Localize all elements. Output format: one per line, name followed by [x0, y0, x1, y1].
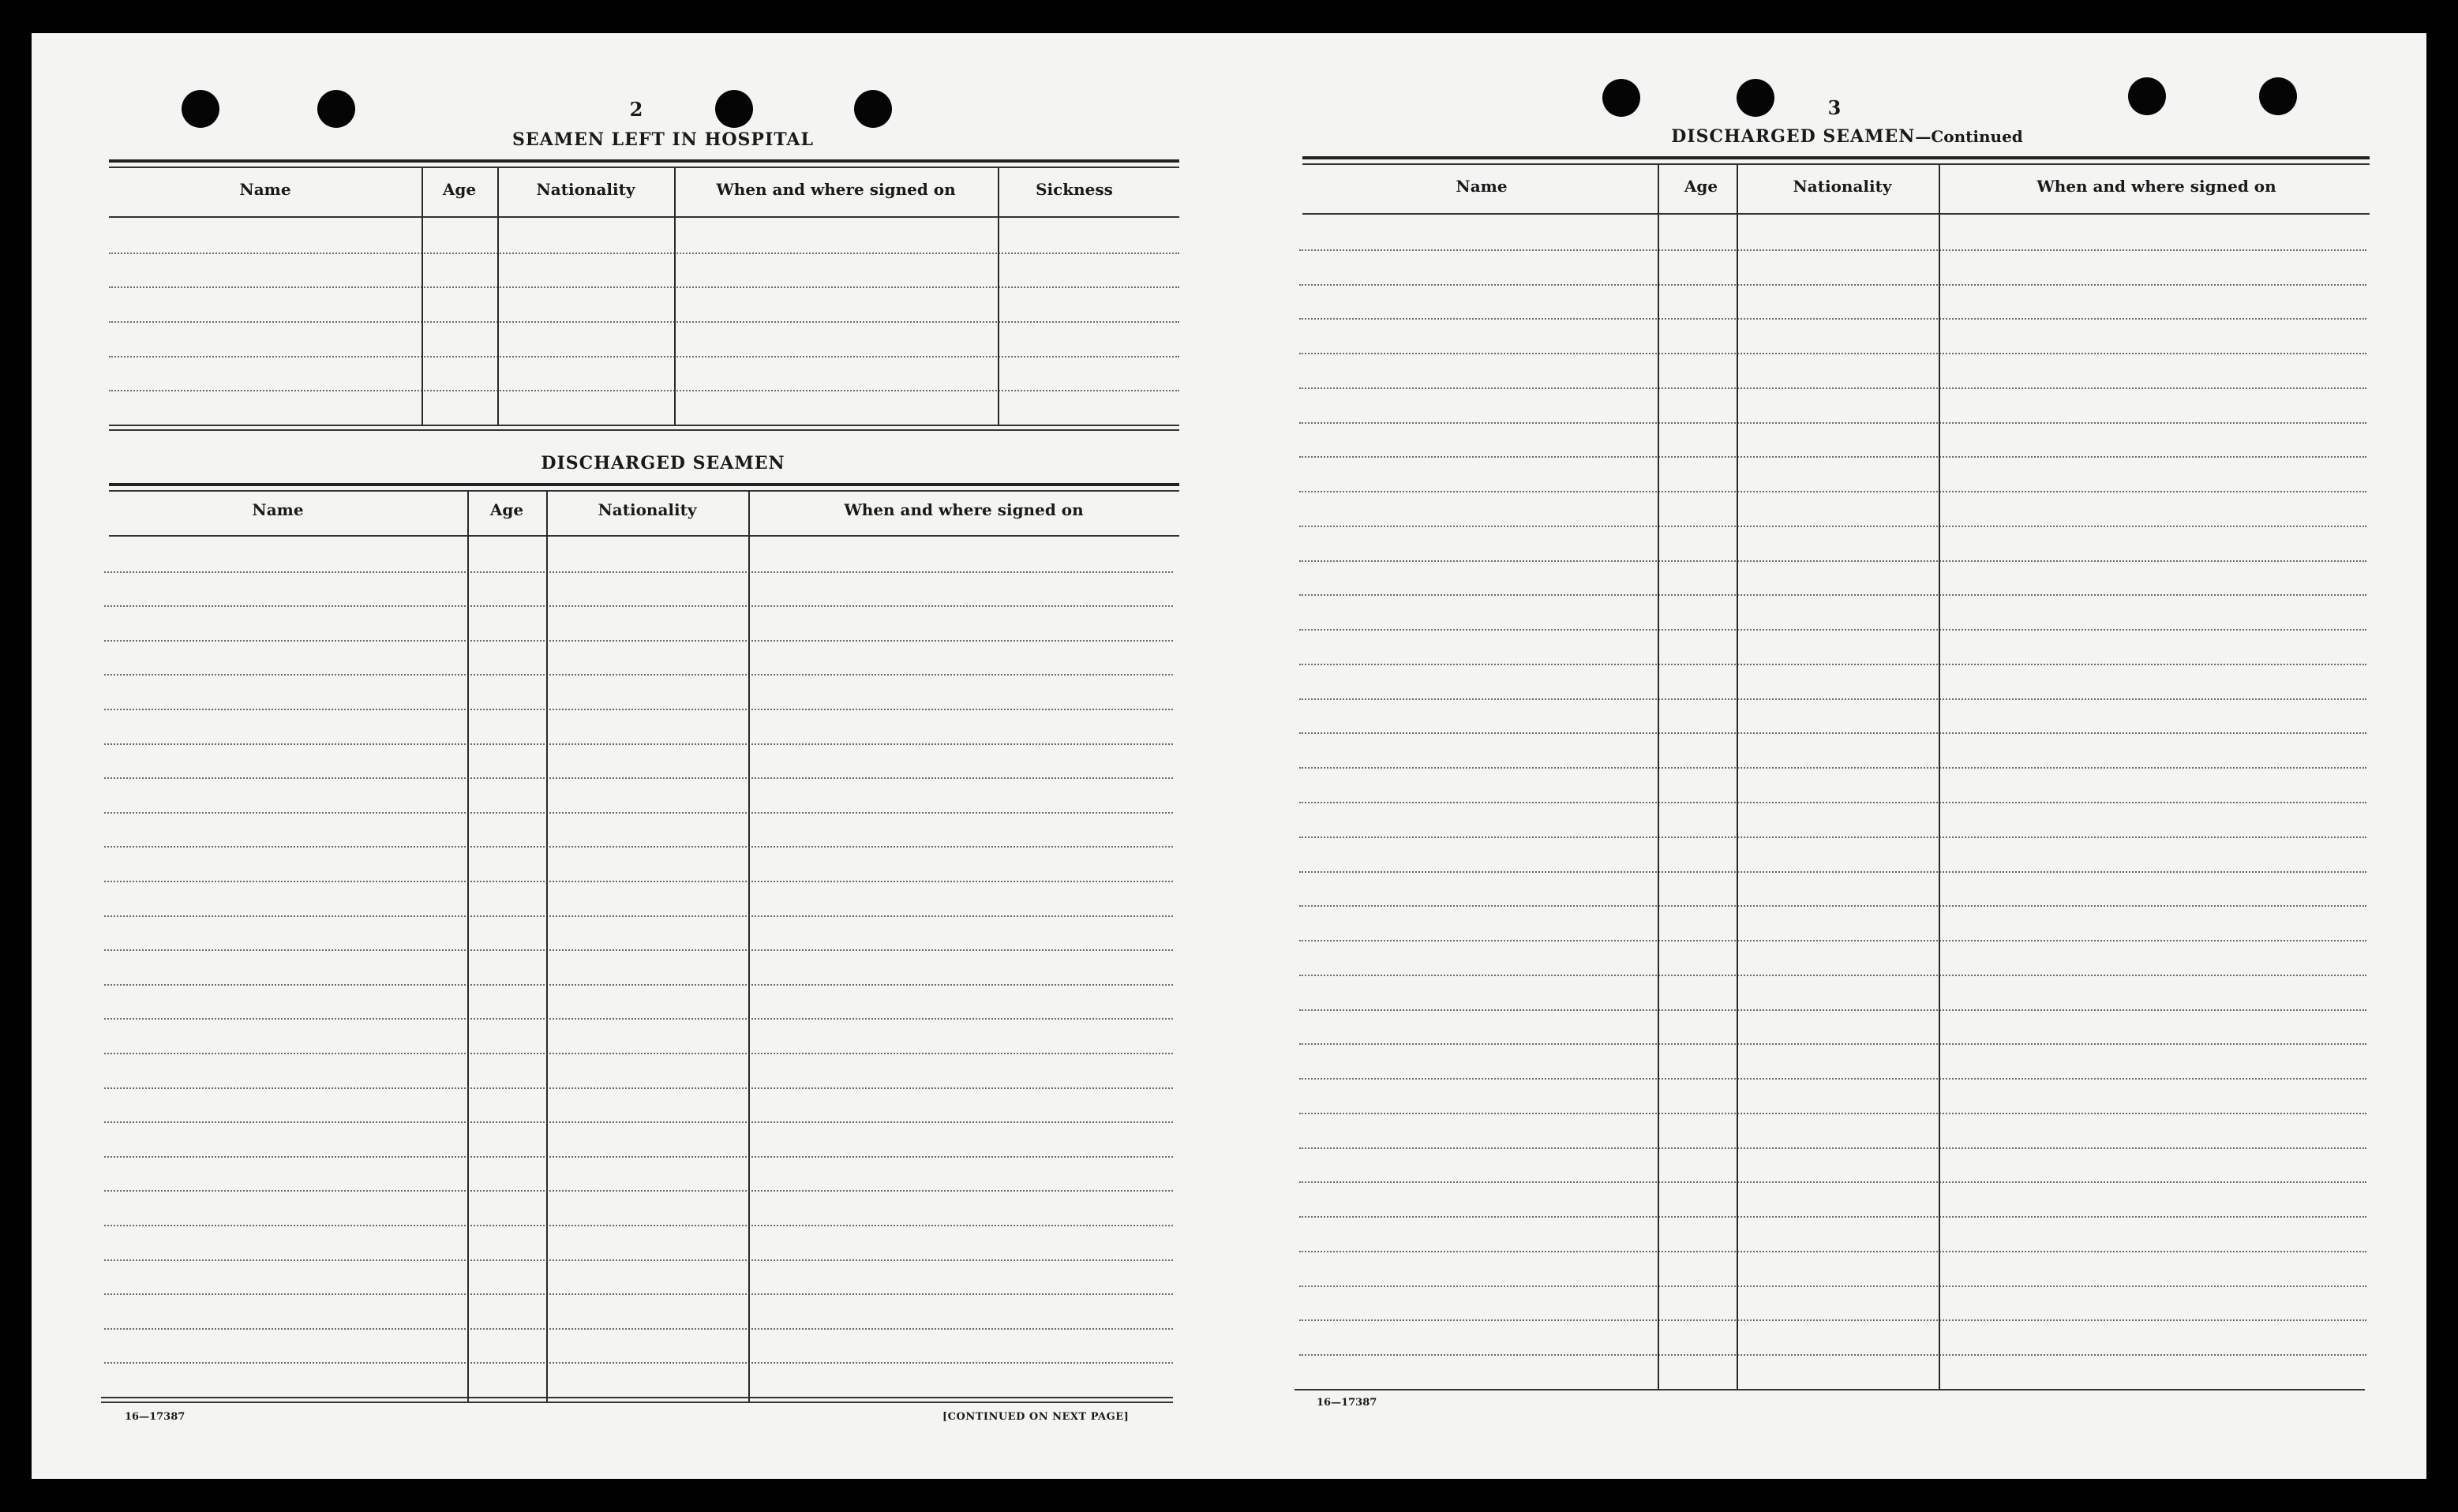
blank-row-line [104, 605, 1173, 607]
blank-row-line [104, 640, 1173, 642]
page-number-right: 3 [1827, 96, 1842, 119]
col-header-nationality: Nationality [1793, 177, 1892, 196]
blank-row-line [104, 1156, 1173, 1158]
blank-row-line [104, 949, 1173, 951]
blank-row-line [1299, 905, 2366, 907]
col-header-signed-on: When and where signed on [844, 500, 1084, 519]
blank-row-line [104, 1293, 1173, 1295]
continued-note: [CONTINUED ON NEXT PAGE] [942, 1411, 1130, 1423]
scanned-sheet [32, 33, 2426, 1479]
blank-row-line [1299, 353, 2366, 354]
col-header-age: Age [442, 180, 477, 199]
col-header-age: Age [489, 500, 524, 519]
blank-row-line [104, 1225, 1173, 1226]
blank-row-line [104, 709, 1173, 710]
blank-row-line [1299, 249, 2366, 251]
blank-row-line [1299, 1078, 2366, 1080]
blank-row-line [104, 777, 1173, 779]
blank-row-line [104, 1328, 1173, 1330]
page-number-left: 2 [629, 98, 643, 121]
blank-row-line [1299, 1251, 2366, 1252]
blank-row-line [104, 674, 1173, 676]
form-code-left: 16—17387 [125, 1411, 185, 1423]
blank-row-line [1299, 1319, 2366, 1321]
form-code-right: 16—17387 [1317, 1397, 1377, 1409]
blank-row-line [1299, 560, 2366, 562]
col-header-name: Name [252, 500, 304, 519]
blank-row-line [1299, 456, 2366, 458]
title-main: DISCHARGED SEAMEN [1671, 126, 1916, 147]
blank-row-line [1299, 732, 2366, 734]
blank-row-line [104, 743, 1173, 745]
blank-row-line [1299, 940, 2366, 941]
blank-row-line [1299, 836, 2366, 838]
blank-row-line [1299, 1009, 2366, 1011]
blank-row-line [109, 321, 1179, 323]
blank-row-line [1299, 975, 2366, 976]
blank-row-line [1299, 1147, 2366, 1149]
blank-row-line [1299, 284, 2366, 286]
blank-row-line [1299, 1354, 2366, 1356]
punch-hole [2128, 77, 2166, 115]
blank-row-line [104, 915, 1173, 917]
punch-hole [715, 90, 753, 128]
blank-row-line [1299, 1286, 2366, 1287]
col-header-nationality: Nationality [536, 180, 635, 199]
discharged-table-top-rule [109, 483, 1179, 486]
blank-row-line [1299, 871, 2366, 873]
col-header-signed-on: When and where signed on [2036, 177, 2276, 196]
punch-hole [182, 90, 219, 128]
punch-hole [2259, 77, 2297, 115]
col-header-sickness: Sickness [1036, 180, 1113, 199]
blank-row-line [104, 846, 1173, 848]
blank-row-line [104, 984, 1173, 986]
blank-row-line [1299, 1043, 2366, 1045]
blank-row-line [109, 356, 1179, 357]
col-header-age: Age [1684, 177, 1718, 196]
punch-hole [317, 90, 355, 128]
col-header-name: Name [1456, 177, 1508, 196]
blank-row-line [109, 253, 1179, 254]
blank-row-line [104, 1362, 1173, 1364]
blank-row-line [104, 1259, 1173, 1261]
blank-row-line [1299, 767, 2366, 769]
blank-row-line [1299, 422, 2366, 424]
blank-row-line [1299, 1181, 2366, 1183]
blank-row-line [104, 1053, 1173, 1054]
discharged-table-title: DISCHARGED SEAMEN [541, 453, 785, 473]
blank-row-line [1299, 318, 2366, 320]
blank-row-line [109, 286, 1179, 288]
blank-row-line [109, 390, 1179, 391]
blank-row-line [104, 881, 1173, 882]
blank-row-line [1299, 629, 2366, 631]
col-header-name: Name [239, 180, 291, 199]
right-table-top-rule [1302, 156, 2370, 159]
hospital-table-top-rule [109, 159, 1179, 163]
blank-row-line [1299, 802, 2366, 803]
col-header-signed-on: When and where signed on [716, 180, 956, 199]
title-suffix: —Continued [1915, 127, 2023, 146]
blank-row-line [104, 812, 1173, 814]
blank-row-line [104, 1087, 1173, 1089]
blank-row-line [1299, 526, 2366, 527]
punch-hole [1602, 79, 1640, 117]
blank-row-line [1299, 1113, 2366, 1114]
blank-row-line [104, 1121, 1173, 1123]
blank-row-line [1299, 664, 2366, 665]
punch-hole [854, 90, 892, 128]
blank-row-line [1299, 387, 2366, 389]
col-header-nationality: Nationality [598, 500, 697, 519]
blank-row-line [1299, 698, 2366, 700]
blank-row-line [1299, 1216, 2366, 1218]
hospital-table-title: SEAMEN LEFT IN HOSPITAL [512, 129, 814, 150]
blank-row-line [104, 1190, 1173, 1192]
punch-hole [1737, 79, 1774, 117]
blank-row-line [1299, 491, 2366, 492]
discharged-continued-title [1531, 126, 2163, 147]
blank-row-line [1299, 594, 2366, 596]
blank-row-line [104, 1018, 1173, 1020]
blank-row-line [104, 571, 1173, 573]
